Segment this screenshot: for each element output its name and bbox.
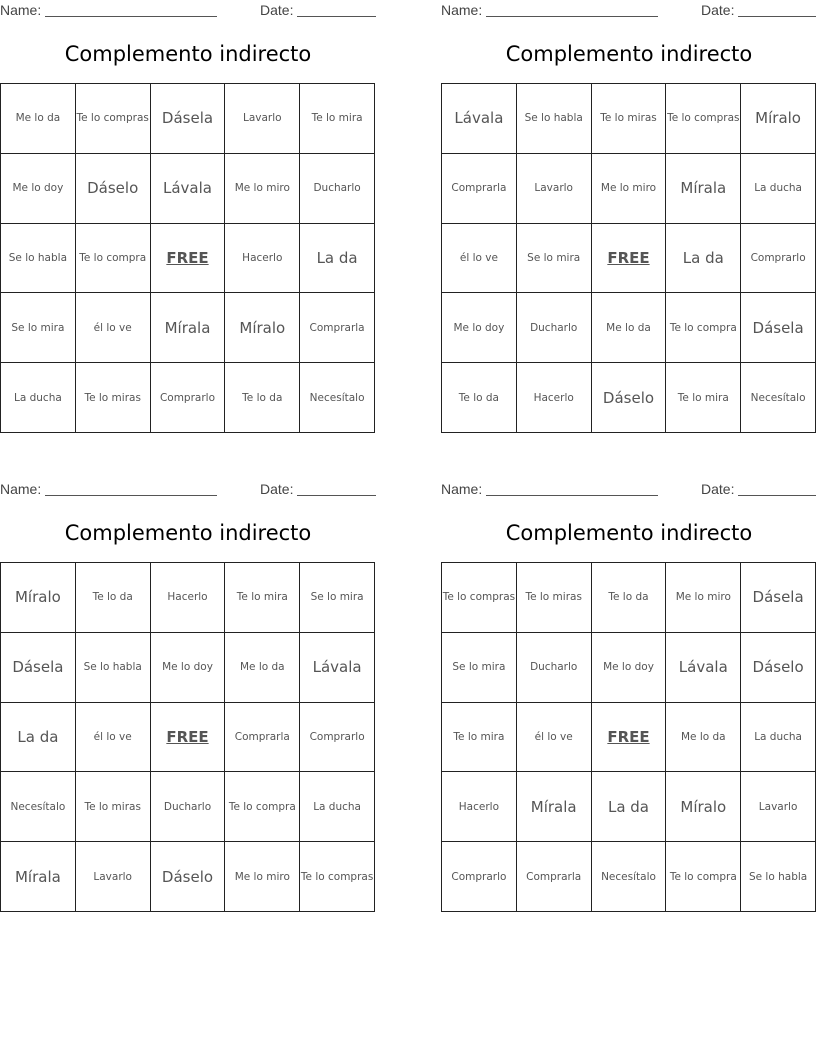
bingo-cell[interactable]: Hacerlo <box>517 363 592 433</box>
bingo-cell[interactable]: él lo ve <box>76 293 151 363</box>
bingo-cell[interactable]: La ducha <box>1 363 76 433</box>
date-field[interactable] <box>738 481 816 496</box>
bingo-cell[interactable]: Necesítalo <box>741 363 816 433</box>
bingo-cell[interactable]: Se lo habla <box>517 84 592 154</box>
bingo-cell[interactable]: Me lo doy <box>1 154 76 224</box>
bingo-cell[interactable]: Comprarla <box>517 842 592 912</box>
bingo-cell[interactable]: Me lo da <box>666 703 741 773</box>
bingo-cell[interactable]: La ducha <box>300 772 375 842</box>
name-label: Name: <box>0 2 42 18</box>
bingo-cell[interactable]: Te lo miras <box>517 563 592 633</box>
bingo-cell[interactable]: La da <box>666 224 741 294</box>
bingo-cell[interactable]: Míralo <box>1 563 76 633</box>
name-field[interactable] <box>45 481 217 496</box>
bingo-cell[interactable]: Lávala <box>666 633 741 703</box>
card-title: Complemento indirecto <box>505 42 753 66</box>
bingo-cell[interactable]: Dásela <box>151 84 226 154</box>
name-field[interactable] <box>486 2 658 17</box>
bingo-cell[interactable]: Mírala <box>517 772 592 842</box>
bingo-card <box>0 0 376 436</box>
bingo-cell[interactable]: Se lo mira <box>300 563 375 633</box>
bingo-cell[interactable]: Te lo compras <box>76 84 151 154</box>
date-field[interactable] <box>297 2 376 17</box>
bingo-cell[interactable]: él lo ve <box>517 703 592 773</box>
bingo-cell[interactable]: Dásela <box>741 563 816 633</box>
date-label: Date: <box>260 481 294 497</box>
bingo-cell[interactable]: Me lo doy <box>151 633 226 703</box>
bingo-cell[interactable]: Se lo habla <box>741 842 816 912</box>
bingo-grid <box>441 562 816 912</box>
bingo-cell[interactable]: Comprarla <box>300 293 375 363</box>
bingo-cell[interactable]: Hacerlo <box>442 772 517 842</box>
bingo-cell[interactable]: Míralo <box>666 772 741 842</box>
bingo-cell[interactable]: Me lo da <box>1 84 76 154</box>
bingo-cell[interactable]: Me lo da <box>225 633 300 703</box>
bingo-cell[interactable]: Hacerlo <box>225 224 300 294</box>
name-date-row <box>441 481 816 499</box>
bingo-cell[interactable]: Te lo da <box>442 363 517 433</box>
bingo-cell[interactable]: Dásela <box>1 633 76 703</box>
bingo-cell[interactable]: Míralo <box>741 84 816 154</box>
bingo-cell[interactable]: Lávala <box>300 633 375 703</box>
bingo-card <box>441 479 816 915</box>
free-space[interactable]: FREE <box>592 224 667 294</box>
bingo-card <box>441 0 816 436</box>
bingo-cell[interactable]: Mírala <box>1 842 76 912</box>
bingo-cell[interactable]: Necesítalo <box>592 842 667 912</box>
bingo-cell[interactable]: Te lo da <box>76 563 151 633</box>
bingo-cell[interactable]: Comprarlo <box>442 842 517 912</box>
bingo-cell[interactable]: Mírala <box>151 293 226 363</box>
bingo-cell[interactable]: Te lo miras <box>76 772 151 842</box>
card-title: Complemento indirecto <box>505 521 753 545</box>
bingo-grid <box>441 83 816 433</box>
bingo-grid <box>0 83 375 433</box>
bingo-cell[interactable]: Lavarlo <box>225 84 300 154</box>
bingo-cell[interactable]: Te lo mira <box>442 703 517 773</box>
bingo-cell[interactable]: Dáselo <box>76 154 151 224</box>
bingo-cell[interactable]: Míralo <box>225 293 300 363</box>
bingo-cell[interactable]: Me lo miro <box>666 563 741 633</box>
name-date-row <box>0 2 376 20</box>
bingo-cell[interactable]: Comprarlo <box>151 363 226 433</box>
bingo-cell[interactable]: La da <box>1 703 76 773</box>
free-space[interactable]: FREE <box>592 703 667 773</box>
bingo-cell[interactable]: Mírala <box>666 154 741 224</box>
bingo-cell[interactable]: Me lo miro <box>592 154 667 224</box>
date-label: Date: <box>701 2 735 18</box>
bingo-cell[interactable]: Te lo miras <box>592 84 667 154</box>
bingo-grid <box>0 562 375 912</box>
bingo-cell[interactable]: Ducharlo <box>517 293 592 363</box>
bingo-cell[interactable]: Te lo compra <box>666 293 741 363</box>
bingo-card <box>0 479 376 915</box>
bingo-cell[interactable]: Te lo mira <box>300 84 375 154</box>
bingo-cell[interactable]: él lo ve <box>442 224 517 294</box>
bingo-cell[interactable]: Te lo miras <box>76 363 151 433</box>
bingo-cell[interactable]: Ducharlo <box>517 633 592 703</box>
bingo-cell[interactable]: Comprarlo <box>300 703 375 773</box>
card-title: Complemento indirecto <box>64 521 312 545</box>
date-field[interactable] <box>738 2 816 17</box>
bingo-cell[interactable]: Te lo compras <box>666 84 741 154</box>
bingo-cell[interactable]: Te lo compra <box>76 224 151 294</box>
bingo-cell[interactable]: Me lo da <box>592 293 667 363</box>
bingo-cell[interactable]: Ducharlo <box>300 154 375 224</box>
bingo-cell[interactable]: Lávala <box>151 154 226 224</box>
bingo-cell[interactable]: Te lo compra <box>225 772 300 842</box>
bingo-cell[interactable]: Te lo da <box>225 363 300 433</box>
bingo-cell[interactable]: Te lo mira <box>225 563 300 633</box>
bingo-cell[interactable]: Me lo miro <box>225 842 300 912</box>
bingo-cell[interactable]: Te lo compra <box>666 842 741 912</box>
bingo-cell[interactable]: La ducha <box>741 703 816 773</box>
bingo-cell[interactable]: Se lo mira <box>517 224 592 294</box>
bingo-cell[interactable]: Se lo mira <box>1 293 76 363</box>
bingo-cell[interactable]: Hacerlo <box>151 563 226 633</box>
date-field[interactable] <box>297 481 376 496</box>
bingo-cell[interactable]: Necesítalo <box>300 363 375 433</box>
bingo-cell[interactable]: La da <box>592 772 667 842</box>
date-label: Date: <box>701 481 735 497</box>
bingo-cell[interactable]: Te lo mira <box>666 363 741 433</box>
bingo-cell[interactable]: Comprarla <box>442 154 517 224</box>
bingo-cell[interactable]: Me lo miro <box>225 154 300 224</box>
name-field[interactable] <box>486 481 658 496</box>
bingo-cell[interactable]: Me lo doy <box>592 633 667 703</box>
bingo-cell[interactable]: Lávala <box>442 84 517 154</box>
name-label: Name: <box>0 481 42 497</box>
bingo-cell[interactable]: Lavarlo <box>741 772 816 842</box>
bingo-cell[interactable]: él lo ve <box>76 703 151 773</box>
date-label: Date: <box>260 2 294 18</box>
name-label: Name: <box>441 2 483 18</box>
card-title: Complemento indirecto <box>64 42 312 66</box>
bingo-cell[interactable]: Se lo mira <box>442 633 517 703</box>
bingo-cell[interactable]: Te lo da <box>592 563 667 633</box>
bingo-cell[interactable]: Comprarlo <box>741 224 816 294</box>
bingo-cell[interactable]: Lavarlo <box>76 842 151 912</box>
bingo-cell[interactable]: Dásela <box>741 293 816 363</box>
name-date-row <box>441 2 816 20</box>
bingo-cell[interactable]: Dáselo <box>741 633 816 703</box>
bingo-cell[interactable]: Se lo habla <box>76 633 151 703</box>
bingo-cell[interactable]: Dáselo <box>592 363 667 433</box>
bingo-cell[interactable]: Necesítalo <box>1 772 76 842</box>
bingo-cell[interactable]: Comprarla <box>225 703 300 773</box>
bingo-cell[interactable]: Se lo habla <box>1 224 76 294</box>
bingo-cell[interactable]: Dáselo <box>151 842 226 912</box>
bingo-cell[interactable]: Me lo doy <box>442 293 517 363</box>
bingo-cell[interactable]: Te lo compras <box>300 842 375 912</box>
name-label: Name: <box>441 481 483 497</box>
name-field[interactable] <box>45 2 217 17</box>
bingo-cell[interactable]: La da <box>300 224 375 294</box>
bingo-cell[interactable]: La ducha <box>741 154 816 224</box>
free-space[interactable]: FREE <box>151 703 226 773</box>
name-date-row <box>0 481 376 499</box>
bingo-cell[interactable]: Te lo compras <box>442 563 517 633</box>
free-space[interactable]: FREE <box>151 224 226 294</box>
bingo-cell[interactable]: Lavarlo <box>517 154 592 224</box>
bingo-cell[interactable]: Ducharlo <box>151 772 226 842</box>
